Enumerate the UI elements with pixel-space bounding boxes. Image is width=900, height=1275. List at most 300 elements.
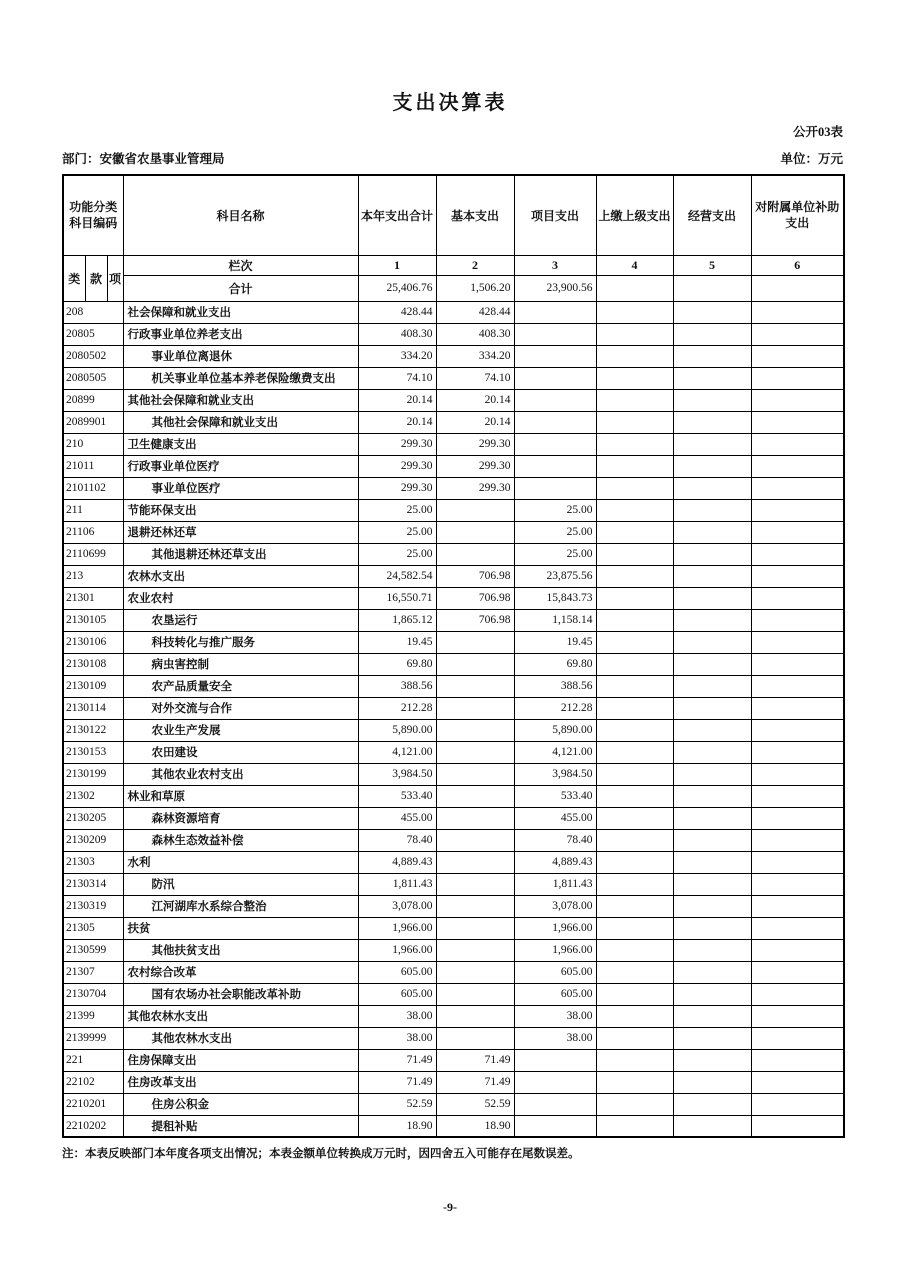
row-value [751, 873, 844, 895]
row-code: 2139999 [63, 1027, 123, 1049]
row-value [596, 1093, 673, 1115]
row-value [673, 719, 751, 741]
row-value: 20.14 [358, 411, 436, 433]
total-value [751, 275, 844, 301]
row-name: 森林生态效益补偿 [123, 829, 358, 851]
lanci-label: 栏次 [123, 255, 358, 275]
row-code: 2130106 [63, 631, 123, 653]
table-row [63, 301, 844, 323]
table-row [63, 741, 844, 763]
row-value [673, 345, 751, 367]
row-value [673, 983, 751, 1005]
row-value [751, 1115, 844, 1137]
row-value: 605.00 [514, 983, 596, 1005]
row-value: 4,889.43 [358, 851, 436, 873]
column-header-subsidy-affiliated: 对附属单位补助支出 [751, 175, 844, 255]
row-code: 21305 [63, 917, 123, 939]
row-name: 卫生健康支出 [123, 433, 358, 455]
row-value: 38.00 [358, 1027, 436, 1049]
row-value [751, 323, 844, 345]
table-row [63, 455, 844, 477]
row-value [673, 433, 751, 455]
row-value [673, 411, 751, 433]
row-name: 对外交流与合作 [123, 697, 358, 719]
row-value [596, 411, 673, 433]
table-row [63, 499, 844, 521]
row-name: 机关事业单位基本养老保险缴费支出 [123, 367, 358, 389]
row-name: 社会保障和就业支出 [123, 301, 358, 323]
row-code: 21302 [63, 785, 123, 807]
row-code: 2130114 [63, 697, 123, 719]
row-value [673, 301, 751, 323]
row-code: 213 [63, 565, 123, 587]
row-value [436, 1005, 514, 1027]
table-row [63, 895, 844, 917]
row-value [596, 631, 673, 653]
table-row [63, 433, 844, 455]
row-value: 3,078.00 [358, 895, 436, 917]
code-sub-header-class: 类 [63, 255, 85, 301]
code-header-line2: 科目编码 [69, 216, 118, 231]
row-name: 节能环保支出 [123, 499, 358, 521]
row-value: 299.30 [436, 433, 514, 455]
row-value: 74.10 [436, 367, 514, 389]
row-value [751, 521, 844, 543]
row-value: 24,582.54 [358, 565, 436, 587]
row-value [596, 917, 673, 939]
row-code: 22102 [63, 1071, 123, 1093]
row-value: 25.00 [358, 543, 436, 565]
row-value: 388.56 [514, 675, 596, 697]
row-value [751, 807, 844, 829]
row-code: 2130599 [63, 939, 123, 961]
row-value: 706.98 [436, 565, 514, 587]
row-value [751, 587, 844, 609]
row-value [436, 807, 514, 829]
row-value [596, 1049, 673, 1071]
column-number-6: 6 [751, 255, 844, 275]
table-row [63, 477, 844, 499]
row-value [436, 939, 514, 961]
row-value [673, 917, 751, 939]
column-header-upward-payment: 上缴上级支出 [596, 175, 673, 255]
total-value: 25,406.76 [358, 275, 436, 301]
table-row [63, 785, 844, 807]
table-row [63, 1071, 844, 1093]
table-body [63, 301, 844, 1137]
row-value [436, 829, 514, 851]
row-value [673, 851, 751, 873]
row-value [751, 1071, 844, 1093]
column-header-total-expenditure: 本年支出合计 [358, 175, 436, 255]
table-row [63, 367, 844, 389]
row-value [673, 455, 751, 477]
row-value [751, 301, 844, 323]
row-value [514, 367, 596, 389]
row-value: 71.49 [436, 1049, 514, 1071]
row-value: 605.00 [358, 961, 436, 983]
row-value: 20.14 [358, 389, 436, 411]
table-row [63, 1027, 844, 1049]
row-name: 事业单位离退休 [123, 345, 358, 367]
table-row [63, 917, 844, 939]
row-value [751, 1093, 844, 1115]
row-code: 211 [63, 499, 123, 521]
row-value [673, 873, 751, 895]
row-name: 其他农林水支出 [123, 1005, 358, 1027]
row-value [436, 763, 514, 785]
table-row [63, 983, 844, 1005]
row-name: 住房公积金 [123, 1093, 358, 1115]
row-value [673, 323, 751, 345]
row-code: 2210202 [63, 1115, 123, 1137]
table-row [63, 807, 844, 829]
row-value [596, 543, 673, 565]
row-value [596, 455, 673, 477]
row-value [673, 543, 751, 565]
column-number-2: 2 [436, 255, 514, 275]
total-row-label: 合计 [123, 275, 358, 301]
row-value: 3,984.50 [514, 763, 596, 785]
row-value: 455.00 [514, 807, 596, 829]
row-value [436, 719, 514, 741]
row-value: 69.80 [358, 653, 436, 675]
row-value [596, 609, 673, 631]
row-value: 5,890.00 [358, 719, 436, 741]
table-row [63, 1093, 844, 1115]
row-value [514, 1049, 596, 1071]
row-value [751, 389, 844, 411]
row-value [596, 367, 673, 389]
column-number-1: 1 [358, 255, 436, 275]
row-value [751, 763, 844, 785]
row-value [673, 477, 751, 499]
row-value [673, 499, 751, 521]
row-value [751, 851, 844, 873]
row-value [751, 697, 844, 719]
row-value: 38.00 [358, 1005, 436, 1027]
table-row [63, 565, 844, 587]
row-value [436, 631, 514, 653]
row-value: 334.20 [358, 345, 436, 367]
table-row [63, 697, 844, 719]
row-name: 其他农业农村支出 [123, 763, 358, 785]
row-value [673, 1049, 751, 1071]
row-code: 21307 [63, 961, 123, 983]
row-value [596, 851, 673, 873]
column-header-operating-expenditure: 经营支出 [673, 175, 751, 255]
row-value [673, 697, 751, 719]
row-value [596, 873, 673, 895]
row-value [673, 675, 751, 697]
row-value [596, 1115, 673, 1137]
row-value [596, 785, 673, 807]
row-value [596, 345, 673, 367]
row-value [751, 477, 844, 499]
row-code: 2130109 [63, 675, 123, 697]
row-value: 19.45 [358, 631, 436, 653]
row-value [436, 653, 514, 675]
row-value [596, 829, 673, 851]
table-row [63, 323, 844, 345]
row-code: 2130314 [63, 873, 123, 895]
row-name: 农田建设 [123, 741, 358, 763]
row-value [751, 653, 844, 675]
row-value: 212.28 [358, 697, 436, 719]
page-number: -9- [443, 1200, 457, 1214]
row-value [436, 961, 514, 983]
row-value [751, 895, 844, 917]
row-value: 706.98 [436, 609, 514, 631]
row-value [596, 477, 673, 499]
row-value: 4,121.00 [358, 741, 436, 763]
table-row [63, 631, 844, 653]
row-code: 221 [63, 1049, 123, 1071]
row-value [436, 785, 514, 807]
row-value: 299.30 [436, 455, 514, 477]
row-code: 2130108 [63, 653, 123, 675]
row-value: 533.40 [358, 785, 436, 807]
row-name: 病虫害控制 [123, 653, 358, 675]
row-value: 25.00 [514, 499, 596, 521]
row-value [673, 631, 751, 653]
row-name: 住房改革支出 [123, 1071, 358, 1093]
row-value: 18.90 [358, 1115, 436, 1137]
table-row [63, 873, 844, 895]
table-row [63, 389, 844, 411]
table-row [63, 763, 844, 785]
meta-row [62, 149, 843, 167]
row-value [751, 939, 844, 961]
column-number-3: 3 [514, 255, 596, 275]
row-value: 299.30 [358, 455, 436, 477]
column-number-5: 5 [673, 255, 751, 275]
row-value [751, 631, 844, 653]
row-value: 78.40 [514, 829, 596, 851]
row-value: 428.44 [358, 301, 436, 323]
row-value: 38.00 [514, 1027, 596, 1049]
row-value [673, 1115, 751, 1137]
row-value: 38.00 [514, 1005, 596, 1027]
row-value: 1,811.43 [358, 873, 436, 895]
row-code: 20805 [63, 323, 123, 345]
table-row [63, 521, 844, 543]
row-value: 4,121.00 [514, 741, 596, 763]
table-row [63, 1115, 844, 1137]
row-value: 71.49 [358, 1049, 436, 1071]
row-value: 20.14 [436, 389, 514, 411]
table-row [63, 609, 844, 631]
row-value [751, 785, 844, 807]
row-value: 299.30 [358, 433, 436, 455]
row-value [751, 455, 844, 477]
row-name: 其他社会保障和就业支出 [123, 411, 358, 433]
row-value: 533.40 [514, 785, 596, 807]
column-header-project-expenditure: 项目支出 [514, 175, 596, 255]
row-value [673, 763, 751, 785]
row-value: 1,966.00 [358, 939, 436, 961]
row-value [596, 719, 673, 741]
table-row [63, 675, 844, 697]
row-value [514, 411, 596, 433]
row-code: 2080505 [63, 367, 123, 389]
row-value [751, 1027, 844, 1049]
column-header-subject-name: 科目名称 [123, 175, 358, 255]
row-code: 2110699 [63, 543, 123, 565]
total-value: 23,900.56 [514, 275, 596, 301]
row-value: 20.14 [436, 411, 514, 433]
row-value: 71.49 [436, 1071, 514, 1093]
row-value: 334.20 [436, 345, 514, 367]
row-value [673, 895, 751, 917]
total-value [596, 275, 673, 301]
row-code: 21303 [63, 851, 123, 873]
row-value: 299.30 [436, 477, 514, 499]
row-code: 21301 [63, 587, 123, 609]
row-name: 农业生产发展 [123, 719, 358, 741]
row-value: 5,890.00 [514, 719, 596, 741]
row-value: 23,875.56 [514, 565, 596, 587]
row-value [596, 521, 673, 543]
row-value [751, 367, 844, 389]
row-name: 其他扶贫支出 [123, 939, 358, 961]
row-value [514, 345, 596, 367]
row-value: 25.00 [358, 521, 436, 543]
unit-label: 单位：万元 [780, 152, 843, 166]
row-value [751, 345, 844, 367]
row-value [514, 1071, 596, 1093]
code-sub-header-section: 款 [85, 255, 107, 301]
row-value [596, 895, 673, 917]
row-value: 1,966.00 [358, 917, 436, 939]
row-value [436, 521, 514, 543]
row-value [436, 741, 514, 763]
row-name: 水利 [123, 851, 358, 873]
column-header-basic-expenditure: 基本支出 [436, 175, 514, 255]
row-value: 19.45 [514, 631, 596, 653]
row-value [673, 1071, 751, 1093]
row-value [673, 807, 751, 829]
row-value [514, 1093, 596, 1115]
table-row [63, 543, 844, 565]
row-name: 林业和草原 [123, 785, 358, 807]
row-value [596, 587, 673, 609]
row-value [751, 433, 844, 455]
row-code: 2130105 [63, 609, 123, 631]
row-value: 299.30 [358, 477, 436, 499]
table-row [63, 653, 844, 675]
row-value [673, 785, 751, 807]
row-name: 扶贫 [123, 917, 358, 939]
row-value: 408.30 [358, 323, 436, 345]
row-value: 605.00 [358, 983, 436, 1005]
row-value: 1,865.12 [358, 609, 436, 631]
total-value [673, 275, 751, 301]
row-code: 2130209 [63, 829, 123, 851]
row-value [596, 763, 673, 785]
row-value [673, 653, 751, 675]
row-code: 2130205 [63, 807, 123, 829]
row-value [751, 961, 844, 983]
table-row [63, 1049, 844, 1071]
row-code: 2130153 [63, 741, 123, 763]
row-value: 52.59 [436, 1093, 514, 1115]
row-name: 农业农村 [123, 587, 358, 609]
row-value: 3,078.00 [514, 895, 596, 917]
row-value: 1,966.00 [514, 917, 596, 939]
row-value [436, 543, 514, 565]
row-value: 25.00 [514, 543, 596, 565]
row-value [514, 323, 596, 345]
row-value [596, 983, 673, 1005]
row-value: 1,158.14 [514, 609, 596, 631]
row-value [596, 675, 673, 697]
row-value [436, 917, 514, 939]
row-value [673, 939, 751, 961]
row-value [514, 477, 596, 499]
row-value [596, 301, 673, 323]
row-name: 其他农林水支出 [123, 1027, 358, 1049]
row-value [596, 939, 673, 961]
row-name: 事业单位医疗 [123, 477, 358, 499]
row-value: 455.00 [358, 807, 436, 829]
row-value [751, 675, 844, 697]
table-row [63, 939, 844, 961]
table-row [63, 851, 844, 873]
row-code: 2089901 [63, 411, 123, 433]
row-name: 江河湖库水系综合整治 [123, 895, 358, 917]
row-value: 706.98 [436, 587, 514, 609]
row-value: 1,811.43 [514, 873, 596, 895]
row-value [751, 917, 844, 939]
row-value [751, 411, 844, 433]
row-value: 25.00 [358, 499, 436, 521]
row-code: 2101102 [63, 477, 123, 499]
row-value [596, 499, 673, 521]
form-code-label: 公开03表 [792, 125, 843, 139]
row-value [596, 1005, 673, 1027]
row-value [751, 741, 844, 763]
table-row [63, 1005, 844, 1027]
row-name: 农产品质量安全 [123, 675, 358, 697]
row-value [436, 499, 514, 521]
row-code: 2130199 [63, 763, 123, 785]
row-value [751, 983, 844, 1005]
row-value: 605.00 [514, 961, 596, 983]
row-value [514, 433, 596, 455]
row-value: 3,984.50 [358, 763, 436, 785]
row-value [751, 719, 844, 741]
row-value [751, 1049, 844, 1071]
row-code: 21399 [63, 1005, 123, 1027]
row-value [673, 609, 751, 631]
table-row [63, 829, 844, 851]
row-value: 388.56 [358, 675, 436, 697]
row-value [673, 389, 751, 411]
row-value [596, 1027, 673, 1049]
row-name: 其他退耕还林还草支出 [123, 543, 358, 565]
row-value [751, 609, 844, 631]
row-name: 住房保障支出 [123, 1049, 358, 1071]
code-sub-header-item: 项 [107, 255, 123, 301]
row-code: 21011 [63, 455, 123, 477]
row-name: 国有农场办社会职能改革补助 [123, 983, 358, 1005]
row-code: 2130704 [63, 983, 123, 1005]
row-value [514, 455, 596, 477]
row-code: 2130122 [63, 719, 123, 741]
row-value [436, 873, 514, 895]
row-value [596, 1071, 673, 1093]
